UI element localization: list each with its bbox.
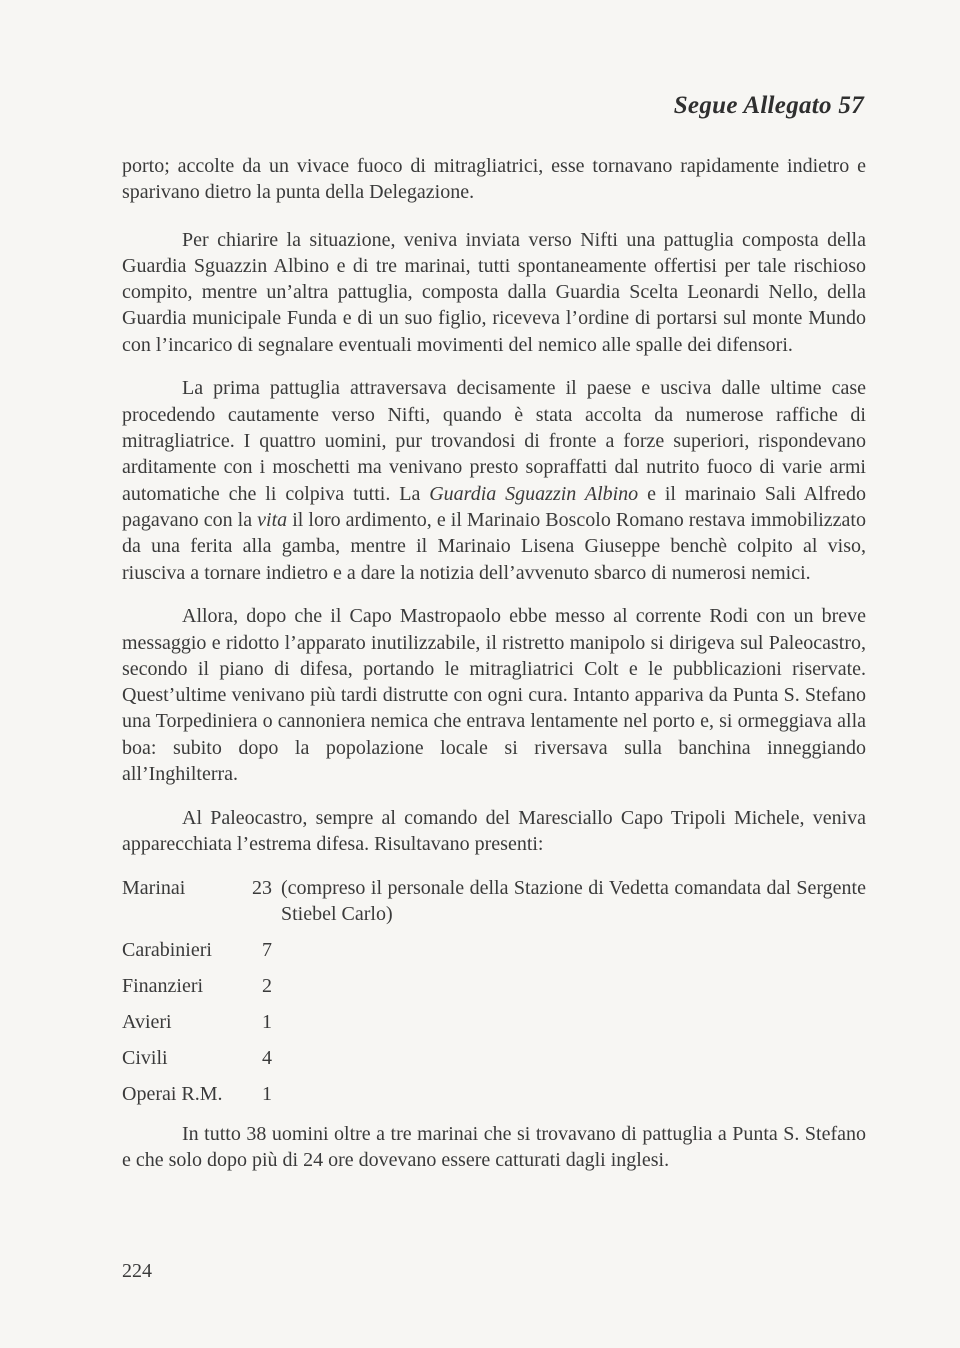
personnel-category: Finanzieri (122, 974, 204, 997)
paragraph-5: Al Paleocastro, sempre al comando del Maresciallo Capo Tripoli Michele, veniva apparecchiata l’estrema difesa. Risultavano presenti: (122, 806, 866, 855)
personnel-category: Civili (122, 1046, 168, 1069)
personnel-count: 1 (262, 1082, 272, 1105)
personnel-row (122, 973, 866, 1000)
paragraph-3-part-b: e il marinaio Sali Alfredo pagavano con la (122, 482, 866, 531)
paragraph-3-italic-name: Guardia Sguazzin Albino (429, 482, 639, 505)
personnel-row (122, 1045, 866, 1072)
paragraph-4: Allora, dopo che il Capo Mastropaolo ebbe messo al corrente Rodi con un breve messaggio e ridotto l’apparato inutilizzabile, il ristretto manipolo si dirigeva sul Paleocastro, secondo il piano di difesa, portando le mitragliatrici Colt e le pubblicazioni riservate. Quest’ultime venivano più tardi distrutte con ogni cura. Intanto appariva da Punta S. Stefano una Torpediniera o cannoniera nemica che entrava lentamente nel porto e, si ormeggiava alla boa: subito dopo la popolazione locale si riversava sulla banchina inneggiando all’Inghilterra. (122, 605, 866, 786)
paragraph-3-part-c: il loro ardimento, e il Marinaio Boscolo Romano restava immobilizzato da una ferita alla gamba, mentre il Marinaio Lisena Giuseppe benchè colpito al viso, riusciva a tornare indietro e a dare la notizia dell’avvenuto sbarco di numerosi nemici. (122, 508, 866, 584)
paragraph-3-italic-vita: vita (257, 508, 288, 531)
personnel-row (122, 937, 866, 964)
personnel-count: 2 (262, 974, 272, 997)
paragraph-1: porto; accolte da un vivace fuoco di mitragliatrici, esse tornavano rapidamente indietro e sparivano dietro la punta della Delegazione. (122, 155, 866, 204)
personnel-row (122, 1081, 866, 1108)
paragraph-6: In tutto 38 uomini oltre a tre marinai che si trovavano di pattuglia a Punta S. Stefano e che solo dopo più di 24 ore dovevano essere catturati dagli inglesi. (122, 1123, 866, 1172)
paragraph-3 (122, 375, 866, 585)
running-head: Segue Allegato 57 (673, 92, 864, 119)
personnel-category: Operai R.M. (122, 1082, 223, 1105)
paragraph-2: Per chiarire la situazione, veniva inviata verso Nifti una pattuglia composta della Guardia Sguazzin Albino e di tre marinai, tutti spontaneamente offertisi per tale rischioso compito, mentre un’altra pattuglia, composta dalla Guardia Scelta Leonardi Nello, della Guardia municipale Funda e di un suo figlio, riceveva l’ordine di portarsi sul monte Mundo con l’incarico di segnalare eventuali movimenti del nemico alle spalle dei difensori. (122, 228, 866, 356)
personnel-note: (compreso il personale della Stazione di Vedetta comandata dal Sergente Stiebel Carlo) (281, 876, 866, 926)
personnel-count: 1 (262, 1010, 272, 1033)
personnel-category: Carabinieri (122, 938, 212, 961)
personnel-count: 23 (252, 876, 272, 899)
personnel-count: 4 (262, 1046, 272, 1069)
personnel-count: 7 (262, 938, 272, 961)
page-number: 224 (122, 1260, 152, 1282)
personnel-list (122, 875, 866, 1108)
body-text (122, 153, 866, 1174)
personnel-category: Marinai (122, 876, 186, 899)
personnel-category: Avieri (122, 1010, 172, 1033)
personnel-row (122, 1009, 866, 1036)
paragraph-3-part-a: La prima pattuglia attraversava decisamente il paese e usciva dalle ultime case procedendo cautamente verso Nifti, quando è stata accolta da numerose raffiche di mitragliatrice. I quattro uomini, pur trovandosi di fronte a forze superiori, rispondevano arditamente con i moschetti ma venivano presto sopraffatti dal nutrito fuoco di varie armi automatiche che li colpiva tutti. La (122, 377, 866, 505)
personnel-row (122, 875, 866, 928)
